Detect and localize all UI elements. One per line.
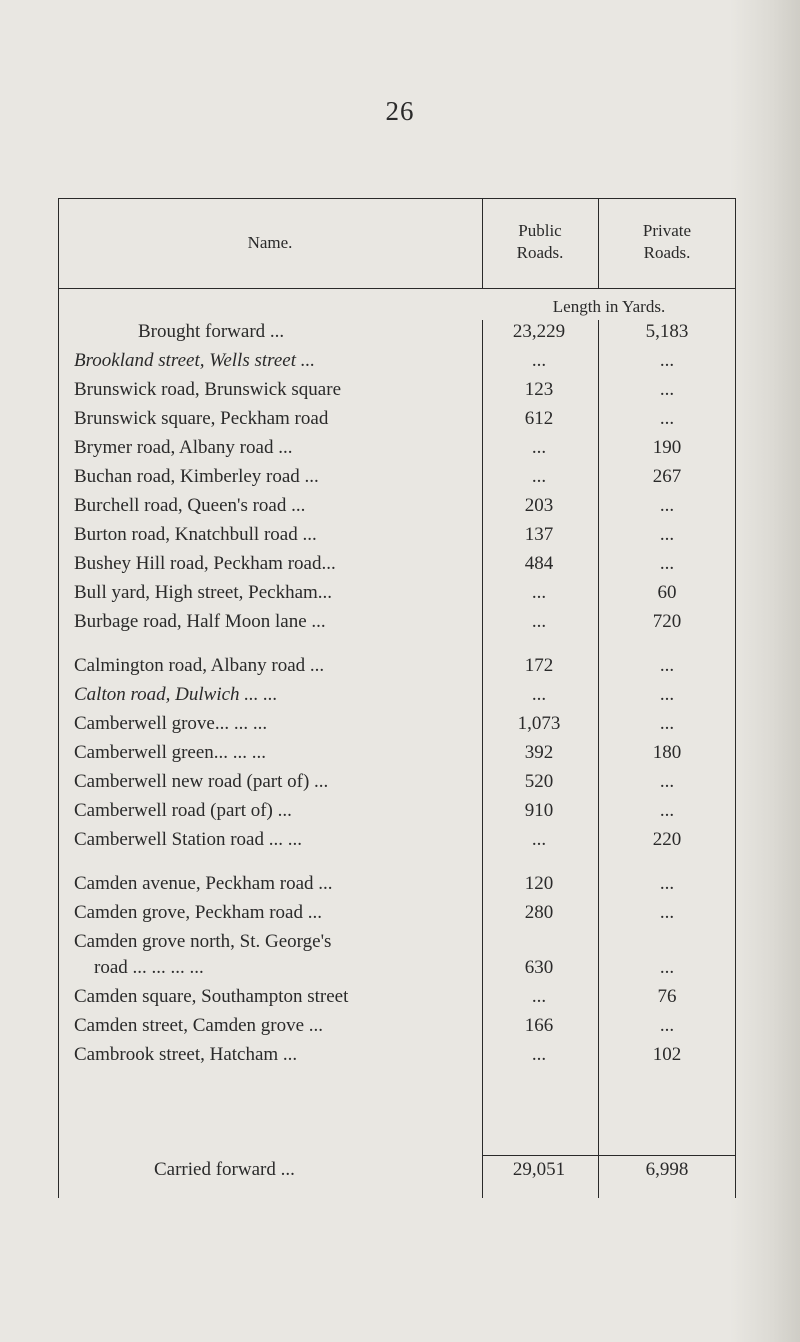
table-row xyxy=(58,654,736,678)
row-private-roads: ... xyxy=(659,800,675,821)
table-row xyxy=(58,320,736,344)
row-name: Camden street, Camden grove ... xyxy=(74,1015,324,1036)
row-name: Cambrook street, Hatcham ... xyxy=(74,1044,298,1065)
header-private-line1: Private xyxy=(642,221,692,240)
table-row xyxy=(58,683,736,707)
row-public-roads: 203 xyxy=(524,495,554,516)
table-row xyxy=(58,378,736,402)
row-private-roads: ... xyxy=(659,655,675,676)
row-public-roads: ... xyxy=(531,350,547,371)
row-name: Bull yard, High street, Peckham... xyxy=(74,582,333,603)
table-row xyxy=(58,349,736,373)
table-row xyxy=(58,407,736,431)
table-row xyxy=(58,712,736,736)
row-name: Brymer road, Albany road ... xyxy=(74,437,293,458)
row-private-roads: 102 xyxy=(652,1044,682,1065)
table-top-rule xyxy=(58,198,736,199)
row-private-roads: ... xyxy=(659,771,675,792)
row-private-roads: ... xyxy=(659,495,675,516)
row-name: Camberwell grove... ... ... xyxy=(74,713,268,734)
row-name: Bushey Hill road, Peckham road... xyxy=(74,553,336,574)
header-name: Name. xyxy=(247,233,293,252)
row-private-roads: ... xyxy=(659,350,675,371)
row-public-roads: ... xyxy=(531,611,547,632)
row-public-roads: 910 xyxy=(524,800,554,821)
row-private-roads: 190 xyxy=(652,437,682,458)
row-name: Camberwell new road (part of) ... xyxy=(74,771,329,792)
row-name: Buchan road, Kimberley road ... xyxy=(74,466,319,487)
table-row xyxy=(58,828,736,852)
row-name: Burbage road, Half Moon lane ... xyxy=(74,611,326,632)
table-row xyxy=(58,523,736,547)
row-public-roads: ... xyxy=(531,437,547,458)
table-row xyxy=(58,901,736,925)
row-public-roads: 280 xyxy=(524,902,554,923)
row-public-roads: 166 xyxy=(524,1015,554,1036)
header-public-line2: Roads. xyxy=(516,243,564,262)
row-public-roads: 23,229 xyxy=(512,321,566,342)
row-public-roads: ... xyxy=(531,1044,547,1065)
total-row xyxy=(58,1158,736,1182)
total-public: 29,051 xyxy=(512,1159,566,1180)
row-public-roads: 137 xyxy=(524,524,554,545)
table-row xyxy=(58,610,736,634)
row-public-roads: 520 xyxy=(524,771,554,792)
row-name: Camberwell Station road ... ... xyxy=(74,829,302,850)
page-edge-shadow xyxy=(730,0,800,1342)
row-private-roads: ... xyxy=(659,713,675,734)
row-private-roads: 180 xyxy=(652,742,682,763)
table-row xyxy=(58,956,736,980)
row-private-roads: ... xyxy=(659,957,675,978)
row-name: road ... ... ... ... xyxy=(94,957,204,978)
header-public-line1: Public xyxy=(518,221,562,240)
header-public-roads xyxy=(482,220,598,264)
row-name: Calton road, Dulwich ... ... xyxy=(74,684,278,705)
row-private-roads: ... xyxy=(659,873,675,894)
table-row xyxy=(58,799,736,823)
row-public-roads: ... xyxy=(531,684,547,705)
table-row xyxy=(58,872,736,896)
table-row xyxy=(58,581,736,605)
row-name: Burton road, Knatchbull road ... xyxy=(74,524,317,545)
row-private-roads: ... xyxy=(659,684,675,705)
table-row xyxy=(58,985,736,1009)
row-public-roads: 630 xyxy=(524,957,554,978)
unit-caption: Length in Yards. xyxy=(552,297,666,316)
table-row xyxy=(58,930,736,954)
table-row xyxy=(58,552,736,576)
table-row xyxy=(58,1043,736,1067)
table-row xyxy=(58,465,736,489)
header-private-roads xyxy=(598,220,736,264)
row-public-roads: 612 xyxy=(524,408,554,429)
row-private-roads: ... xyxy=(659,408,675,429)
row-name: Camberwell green... ... ... xyxy=(74,742,267,763)
row-private-roads: ... xyxy=(659,379,675,400)
row-name: Camden avenue, Peckham road ... xyxy=(74,873,333,894)
row-private-roads: 60 xyxy=(657,582,677,603)
row-public-roads: ... xyxy=(531,986,547,1007)
row-name: Burchell road, Queen's road ... xyxy=(74,495,306,516)
row-public-roads: ... xyxy=(531,582,547,603)
table-row xyxy=(58,741,736,765)
row-public-roads: ... xyxy=(531,829,547,850)
row-private-roads: ... xyxy=(659,902,675,923)
row-public-roads: ... xyxy=(531,466,547,487)
table-row xyxy=(58,494,736,518)
table-row xyxy=(58,770,736,794)
header-private-line2: Roads. xyxy=(643,243,691,262)
row-name: Camden grove, Peckham road ... xyxy=(74,902,322,923)
table-row xyxy=(58,1014,736,1038)
row-private-roads: ... xyxy=(659,524,675,545)
row-name: Brought forward ... xyxy=(138,321,285,342)
row-private-roads: ... xyxy=(659,553,675,574)
row-public-roads: 120 xyxy=(524,873,554,894)
row-name: Camden square, Southampton street xyxy=(74,986,349,1007)
row-public-roads: 392 xyxy=(524,742,554,763)
row-private-roads: 5,183 xyxy=(645,321,689,342)
table-row xyxy=(58,436,736,460)
page-number: 26 xyxy=(385,96,415,126)
row-public-roads: 123 xyxy=(524,379,554,400)
header-bottom-rule xyxy=(58,288,736,289)
row-private-roads: 267 xyxy=(652,466,682,487)
row-name: Brunswick road, Brunswick square xyxy=(74,379,342,400)
row-name: Calmington road, Albany road ... xyxy=(74,655,325,676)
row-name: Brunswick square, Peckham road xyxy=(74,408,329,429)
row-private-roads: 720 xyxy=(652,611,682,632)
row-name: Camberwell road (part of) ... xyxy=(74,800,292,821)
roads-table xyxy=(58,198,736,1198)
row-public-roads: 1,073 xyxy=(517,713,561,734)
row-public-roads: 172 xyxy=(524,655,554,676)
total-private: 6,998 xyxy=(645,1159,689,1180)
total-label: Carried forward ... xyxy=(154,1159,295,1180)
row-name: Camden grove north, St. George's xyxy=(74,931,332,952)
row-private-roads: 76 xyxy=(657,986,677,1007)
row-name: Brookland street, Wells street ... xyxy=(74,350,315,371)
row-private-roads: ... xyxy=(659,1015,675,1036)
row-private-roads: 220 xyxy=(652,829,682,850)
total-rule xyxy=(482,1155,736,1156)
row-public-roads: 484 xyxy=(524,553,554,574)
